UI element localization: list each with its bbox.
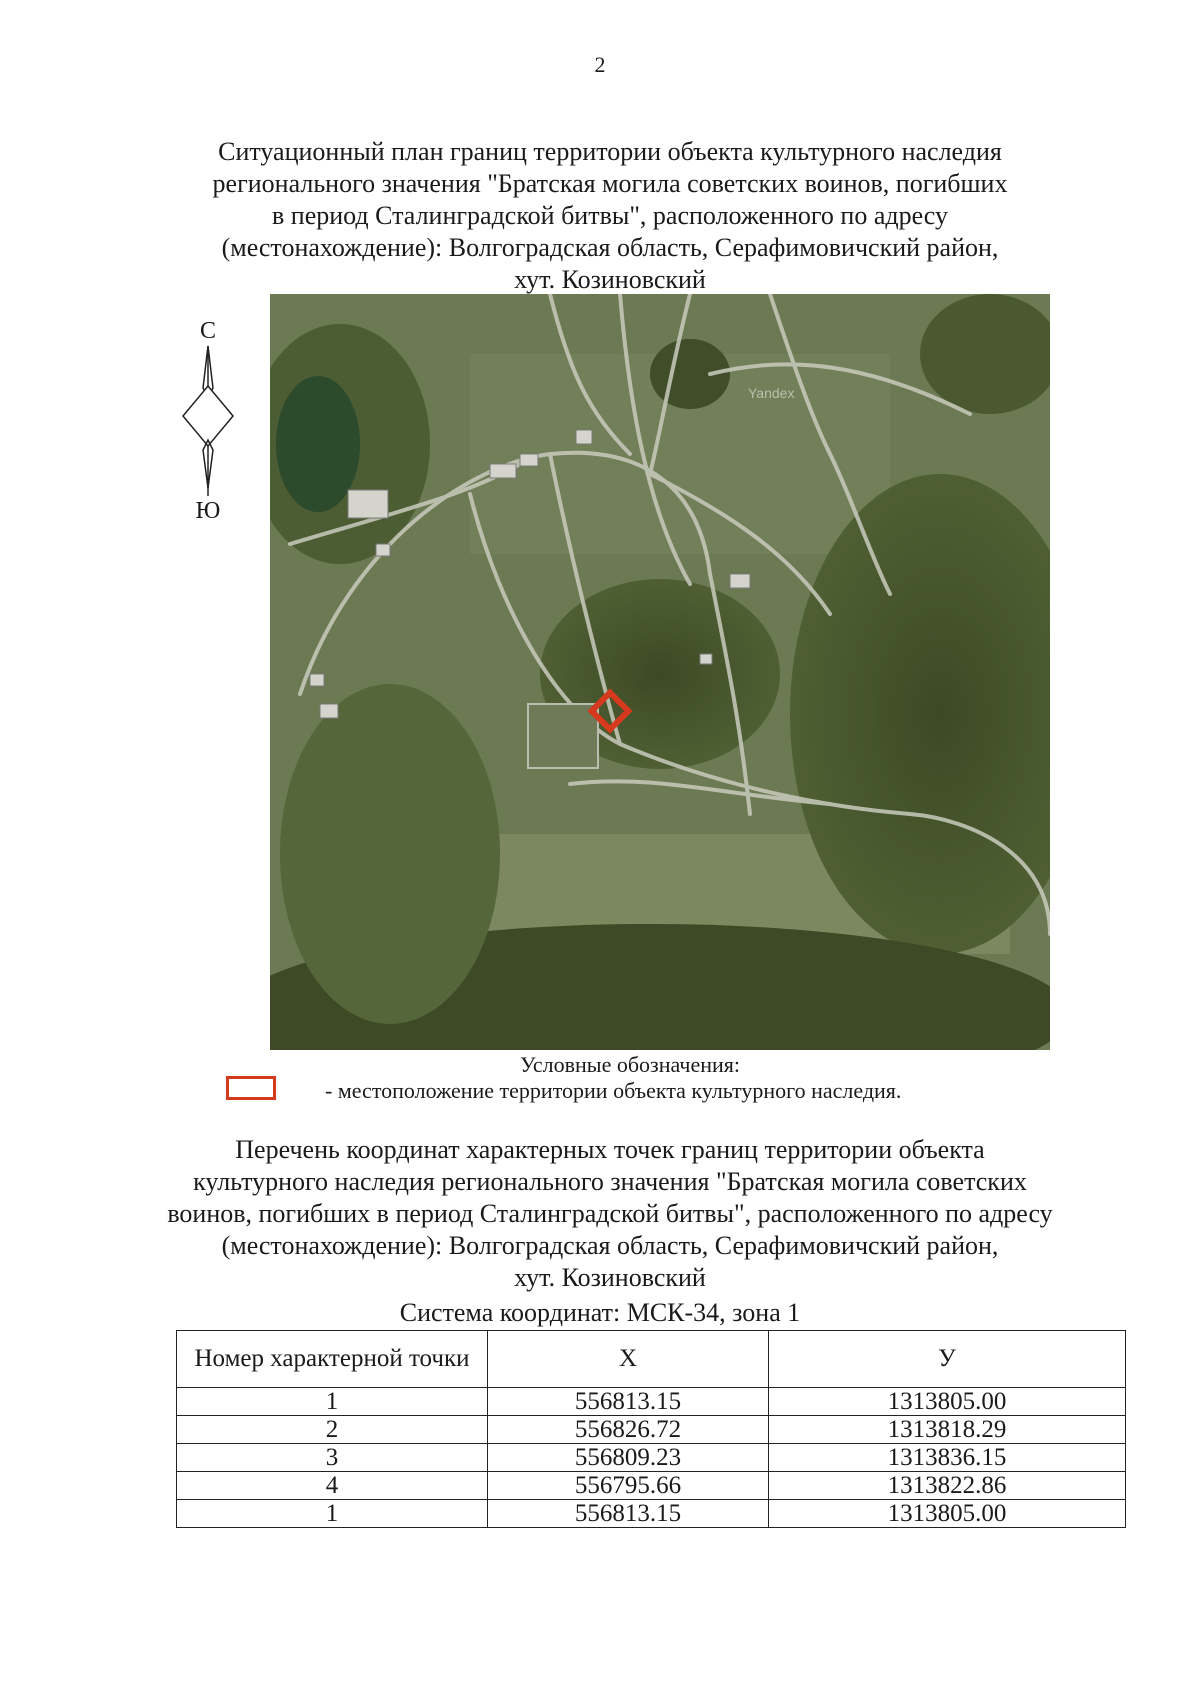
- coordinates-table: [176, 1330, 1126, 1528]
- map-watermark: Yandex: [748, 385, 795, 401]
- satellite-map: [270, 294, 1050, 1050]
- coordinate-list-title: [130, 1134, 1090, 1294]
- header-x: X: [488, 1331, 769, 1388]
- plan-title-line: в период Сталинградской битвы", расположенного по адресу: [272, 201, 948, 230]
- cell-point-number: 2: [177, 1416, 488, 1444]
- cell-point-number: 4: [177, 1472, 488, 1500]
- legend-title: Условные обозначения:: [519, 1052, 741, 1077]
- compass-north-label: С: [199, 318, 216, 344]
- page-number: 2: [594, 52, 606, 77]
- satellite-map-image: [270, 294, 1050, 1050]
- table-row: [177, 1416, 1126, 1444]
- compass-arrow-icon: [178, 318, 238, 518]
- cell-y: 1313805.00: [769, 1388, 1126, 1416]
- list-title-line: Перечень координат характерных точек границ территории объекта: [235, 1135, 985, 1164]
- plan-title: [180, 136, 1040, 296]
- compass-south-label: Ю: [195, 498, 221, 524]
- coordinate-system: Система координат: МСК-34, зона 1: [399, 1298, 801, 1327]
- cell-point-number: 1: [177, 1500, 488, 1528]
- list-title-line: воинов, погибших в период Сталинградской битвы", расположенного по адресу: [167, 1199, 1053, 1228]
- cell-point-number: 1: [177, 1388, 488, 1416]
- cell-y: 1313822.86: [769, 1472, 1126, 1500]
- table-row: [177, 1500, 1126, 1528]
- table-row: [177, 1472, 1126, 1500]
- header-y: У: [769, 1331, 1126, 1388]
- table-row: [177, 1444, 1126, 1472]
- cell-x: 556809.23: [488, 1444, 769, 1472]
- cell-x: 556826.72: [488, 1416, 769, 1444]
- cell-y: 1313818.29: [769, 1416, 1126, 1444]
- list-title-line: (местонахождение): Волгоградская область, Серафимовичский район,: [221, 1231, 999, 1260]
- plan-title-line: Ситуационный план границ территории объекта культурного наследия: [218, 137, 1002, 166]
- legend-item-text: - местоположение территории объекта культурного наследия.: [325, 1078, 902, 1103]
- cell-y: 1313836.15: [769, 1444, 1126, 1472]
- plan-title-line: (местонахождение): Волгоградская область, Серафимовичский район,: [221, 233, 999, 262]
- table-header-row: [177, 1331, 1126, 1388]
- table-row: [177, 1388, 1126, 1416]
- cell-y: 1313805.00: [769, 1500, 1126, 1528]
- cell-point-number: 3: [177, 1444, 488, 1472]
- legend-swatch: [226, 1076, 276, 1100]
- cell-x: 556813.15: [488, 1500, 769, 1528]
- cell-x: 556813.15: [488, 1388, 769, 1416]
- plan-title-line: хут. Козиновский: [514, 265, 706, 294]
- plan-title-line: регионального значения "Братская могила советских воинов, погибших: [212, 169, 1008, 198]
- cell-x: 556795.66: [488, 1472, 769, 1500]
- list-title-line: хут. Козиновский: [514, 1263, 706, 1292]
- header-point-number: Номер характерной точки: [177, 1331, 488, 1388]
- list-title-line: культурного наследия регионального значения "Братская могила советских: [193, 1167, 1027, 1196]
